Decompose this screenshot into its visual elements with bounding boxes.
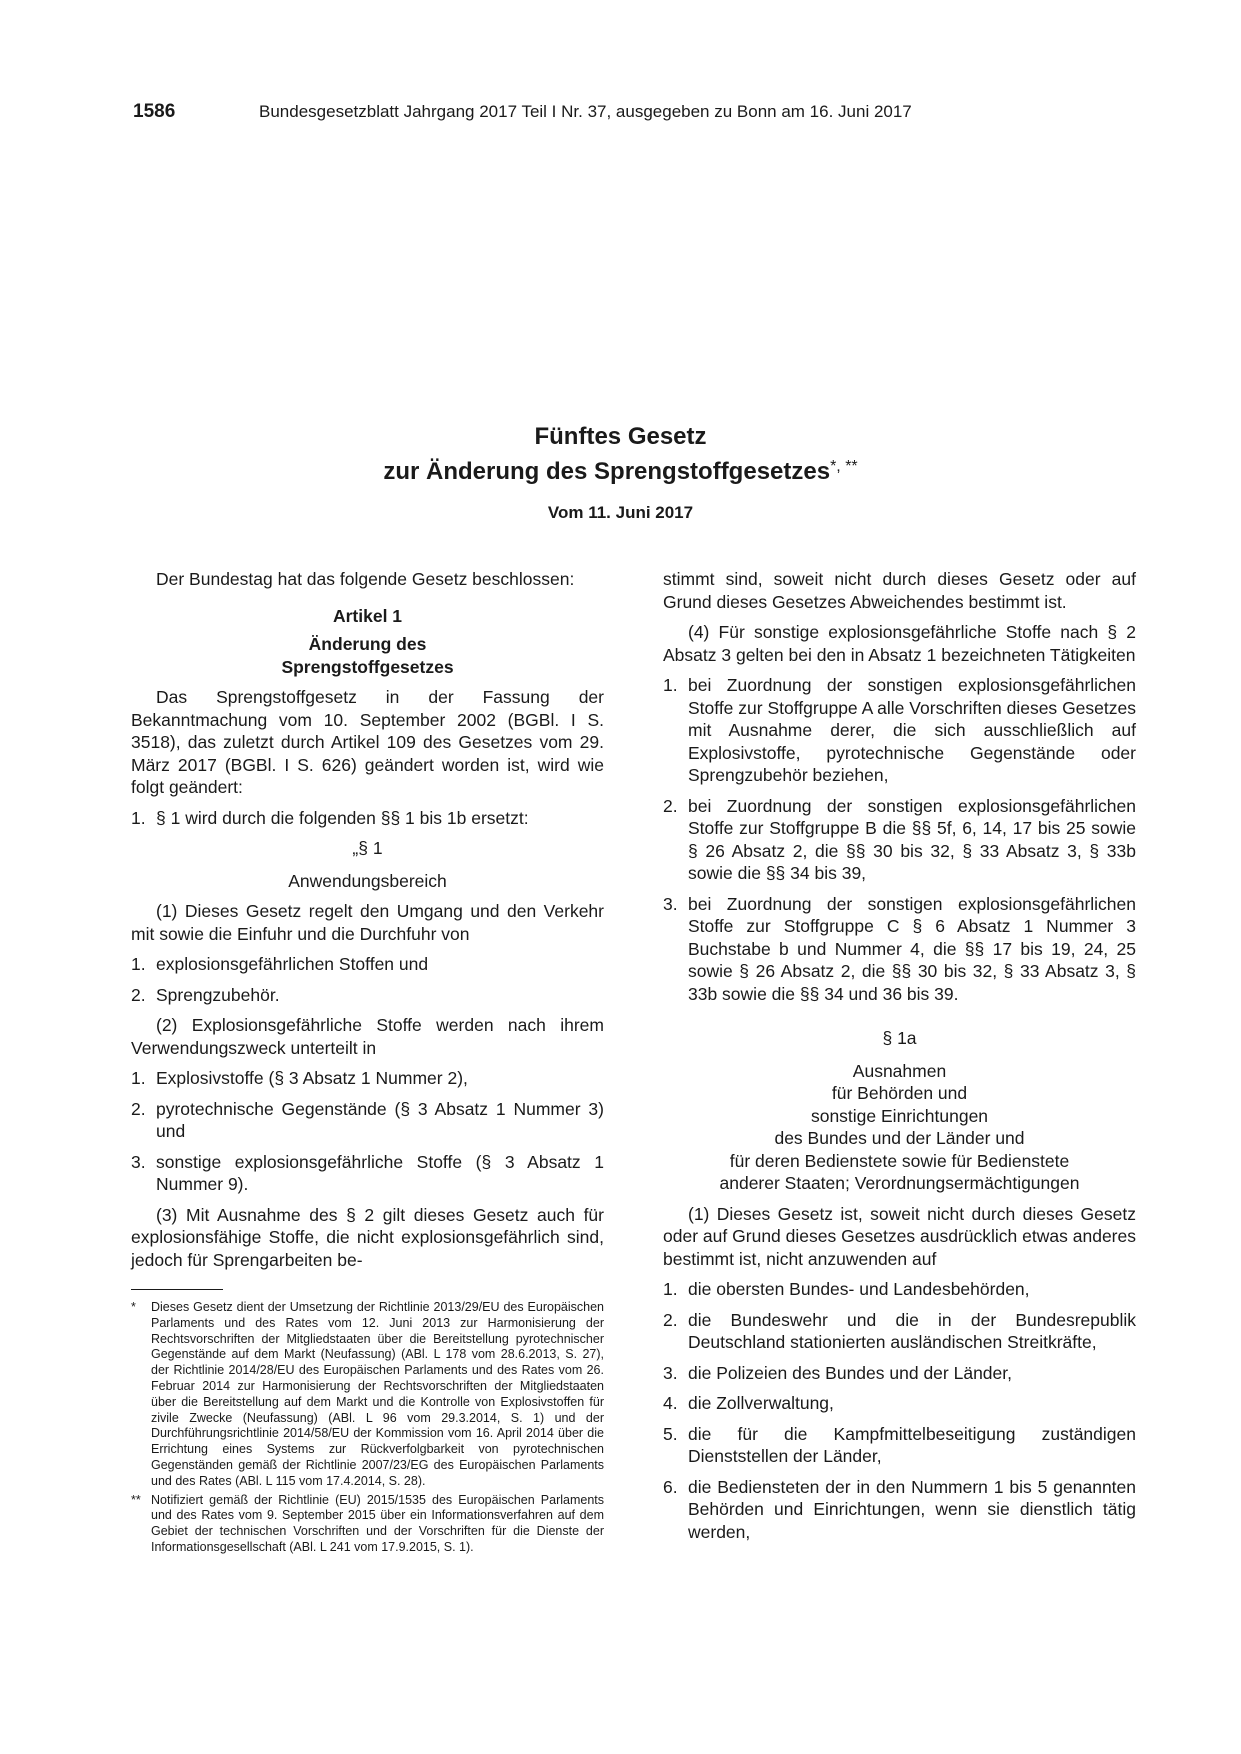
section-1a-paragraph-1: (1) Dieses Gesetz ist, soweit nicht durch dieses Gesetz oder auf Grund dieses Gesetzes ausdrücklich etwas anderes bestimmt ist, nicht anzuwenden auf	[663, 1203, 1136, 1269]
left-column	[131, 568, 604, 1279]
section-title-line: für Behörden und	[831, 1083, 968, 1103]
section-title-line: sonstige Einrichtungen	[810, 1105, 989, 1126]
paragraph-4-list	[663, 674, 1136, 1005]
item-number: 3.	[663, 1362, 678, 1383]
footnote-marks: *, **	[830, 458, 858, 475]
list-item	[663, 795, 1136, 885]
item-text: die Polizeien des Bundes und der Länder,	[688, 1362, 1012, 1383]
list-item	[131, 1098, 604, 1143]
item-text: bei Zuordnung der sonstigen explosionsgefährlichen Stoffe zur Stoffgruppe A alle Vorschriften dieses Gesetzes mit Ausnahme derer, die sich ausschließlich auf Explosivstoffe, pyrotechnische Gegenstände oder Sprengzubehör beziehen,	[688, 675, 1136, 785]
item-text: Explosivstoffe (§ 3 Absatz 1 Nummer 2),	[156, 1068, 468, 1088]
paragraph-1: (1) Dieses Gesetz regelt den Umgang und den Verkehr mit sowie die Einfuhr und die Durchfuhr von	[131, 901, 604, 944]
preamble: Das Sprengstoffgesetz in der Fassung der Bekanntmachung vom 10. September 2002 (BGBl. I S. 3518), das zuletzt durch Artikel 109 des Gesetzes vom 29. März 2017 (BGBl. I S. 626) geändert worden ist, wird wie folgt geändert:	[131, 687, 604, 797]
article-label: Artikel 1	[332, 605, 403, 626]
section-label: „§ 1	[352, 838, 383, 858]
item-number: 2.	[131, 984, 146, 1005]
article-title-line-1: Änderung des	[308, 634, 427, 654]
title-line-1: Fünftes Gesetz	[534, 423, 707, 450]
document-date: Vom 11. Juni 2017	[547, 503, 694, 522]
list-item	[663, 1362, 1136, 1385]
item-number: 1.	[131, 1068, 146, 1088]
list-item	[131, 1067, 604, 1090]
title-line-2	[0, 452, 1241, 487]
paragraph-4: (4) Für sonstige explosionsgefährliche Stoffe nach § 2 Absatz 3 gelten bei den in Absatz 1 bezeichneten Tätigkeiten	[663, 622, 1136, 665]
item-number: 2.	[131, 1098, 146, 1119]
footnote-text: Notifiziert gemäß der Richtlinie (EU) 2015/1535 des Europäischen Parlaments und des Rates vom 9. September 2015 über ein Informationsverfahren auf dem Gebiet der technischen Vorschriften und der Vorschriften für die Dienste der Informationsgesellschaft (ABl. L 241 vom 17.9.2015, S. 1).	[151, 1492, 604, 1554]
section-title: Anwendungsbereich	[288, 870, 447, 891]
list-item	[663, 893, 1136, 1006]
document-title	[0, 422, 1241, 487]
page-header	[133, 101, 912, 123]
item-text: explosionsgefährlichen Stoffen und	[156, 954, 429, 974]
paragraph-1-list	[131, 953, 604, 1006]
item-number: 1.	[663, 1279, 678, 1299]
section-title-line: anderer Staaten; Verordnungsermächtigungen	[719, 1173, 1080, 1193]
item-number: 6.	[663, 1476, 678, 1497]
article-heading	[131, 605, 604, 679]
section-title-line: für deren Bedienstete sowie für Bedienstete	[729, 1150, 1070, 1171]
section-title-line: des Bundes und der Länder und	[774, 1128, 1025, 1148]
item-text: Sprengzubehör.	[156, 984, 280, 1005]
list-item	[131, 953, 604, 976]
item-text: § 1 wird durch die folgenden §§ 1 bis 1b ersetzt:	[156, 807, 529, 828]
footnote	[131, 1493, 604, 1556]
footnote-text: Dieses Gesetz dient der Umsetzung der Richtlinie 2013/29/EU des Europäischen Parlaments und des Rates vom 12. Juni 2013 zur Harmonisierung der Rechtsvorschriften der Mitgliedstaaten über die Bereitstellung pyrotechnischer Gegenstände auf dem Markt (Neufassung) (ABl. L 178 vom 28.6.2013, S. 27), der Richtlinie 2014/28/EU des Europäischen Parlaments und des Rates vom 26. Februar 2014 zur Harmonisierung der Rechtsvorschriften der Mitgliedstaaten über die Bereitstellung auf dem Markt und die Kontrolle von Explosivstoffen für zivile Zwecke (Neufassung) (ABl. L 96 vom 29.3.2014, S. 1) und der Durchführungsrichtlinie 2014/58/EU der Kommission vom 16. April 2014 über die Errichtung eines Systems zur Rückverfolgbarkeit von pyrotechnischen Gegenständen gemäß der Richtlinie 2007/23/EG des Europäischen Parlaments und des Rates (ABl. L 115 vom 17.4.2014, S. 28).	[151, 1300, 604, 1488]
section-1a-heading	[663, 1027, 1136, 1195]
item-text: bei Zuordnung der sonstigen explosionsgefährlichen Stoffe zur Stoffgruppe B die §§ 5f, 6, 14, 17 bis 25 sowie § 26 Absatz 2, die §§ 30 bis 32, § 33 Absatz 3, § 33b sowie die §§ 34 bis 39,	[688, 795, 1136, 883]
change-list	[131, 807, 604, 830]
page-number: 1586	[133, 101, 176, 122]
item-number: 4.	[663, 1393, 678, 1413]
footnote-mark: **	[131, 1492, 141, 1507]
title-line-2-text: zur Änderung des Sprengstoffgesetzes	[383, 458, 831, 485]
list-item	[663, 1392, 1136, 1415]
section-title-line: Ausnahmen	[852, 1060, 947, 1081]
item-number: 1.	[663, 675, 678, 695]
list-item	[131, 984, 604, 1007]
list-item	[663, 1309, 1136, 1354]
right-column	[663, 568, 1136, 1551]
list-item	[663, 1423, 1136, 1468]
item-number: 2.	[663, 1309, 678, 1330]
list-item	[131, 807, 604, 830]
item-text: die Zollverwaltung,	[688, 1393, 834, 1413]
footnote-mark: *	[131, 1300, 136, 1314]
item-text: die obersten Bundes- und Landesbehörden,	[688, 1279, 1030, 1299]
item-number: 3.	[663, 893, 678, 914]
paragraph-3-end: stimmt sind, soweit nicht durch dieses Gesetz oder auf Grund dieses Gesetzes Abweichendes bestimmt ist.	[663, 569, 1136, 612]
list-item	[131, 1151, 604, 1196]
footnotes	[131, 1300, 604, 1559]
item-number: 2.	[663, 795, 678, 816]
footnote	[131, 1300, 604, 1490]
paragraph-3-start: (3) Mit Ausnahme des § 2 gilt dieses Gesetz auch für explosionsfähige Stoffe, die nicht explosionsgefährlich sind, jedoch für Sprengarbeiten be-	[131, 1204, 604, 1270]
paragraph-2: (2) Explosionsgefährliche Stoffe werden nach ihrem Verwendungszweck unterteilt in	[131, 1015, 604, 1058]
item-text: bei Zuordnung der sonstigen explosionsgefährlichen Stoffe zur Stoffgruppe C § 6 Absatz 1 Nummer 3 Buchstabe b und Nummer 4, die §§ 17 bis 19, 24, 25 sowie § 26 Absatz 2, die §§ 30 bis 32, § 33 Absatz 3, § 33b sowie die §§ 34 und 36 bis 39.	[688, 893, 1136, 1004]
item-text: sonstige explosionsgefährliche Stoffe (§ 3 Absatz 1 Nummer 9).	[156, 1151, 604, 1194]
item-text: die für die Kampfmittelbeseitigung zuständigen Dienststellen der Länder,	[688, 1423, 1136, 1466]
item-text: die Bediensteten der in den Nummern 1 bis 5 genannten Behörden und Einrichtungen, wenn sie dienstlich tätig werden,	[688, 1476, 1136, 1542]
item-number: 1.	[131, 954, 146, 974]
list-item	[663, 1476, 1136, 1544]
item-number: 1.	[131, 807, 146, 828]
enactment-intro: Der Bundestag hat das folgende Gesetz beschlossen:	[156, 569, 575, 589]
item-number: 3.	[131, 1151, 146, 1172]
section-label: § 1a	[882, 1028, 917, 1048]
section-1-heading	[131, 837, 604, 892]
paragraph-2-list	[131, 1067, 604, 1196]
item-number: 5.	[663, 1423, 678, 1444]
running-head: Bundesgesetzblatt Jahrgang 2017 Teil I Nr. 37, ausgegeben zu Bonn am 16. Juni 2017	[259, 102, 912, 121]
list-item	[663, 674, 1136, 787]
section-1a-list	[663, 1278, 1136, 1543]
item-text: die Bundeswehr und die in der Bundesrepublik Deutschland stationierten ausländischen Streitkräfte,	[688, 1309, 1136, 1352]
footnote-rule	[131, 1289, 223, 1290]
article-title-line-2: Sprengstoffgesetzes	[281, 656, 454, 677]
list-item	[663, 1278, 1136, 1301]
item-text: pyrotechnische Gegenstände (§ 3 Absatz 1 Nummer 3) und	[156, 1098, 604, 1141]
